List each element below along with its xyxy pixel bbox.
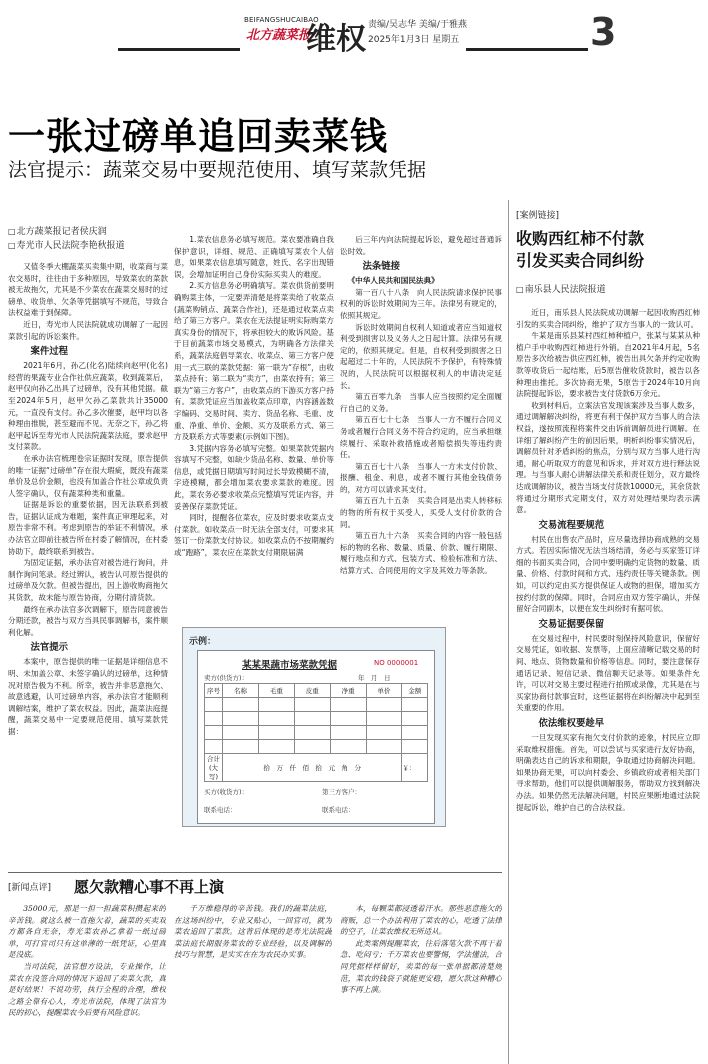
editor: 责编/吴志华 xyxy=(368,20,417,30)
receipt-number: NO 0000001 xyxy=(374,659,419,667)
article-column-1 xyxy=(8,261,168,873)
commentary-paragraph-1: 35000元，那是一担一担蔬菜积攒起来的辛苦钱。就这么被一直拖欠着，蔬菜的买卖双方都各自无奈，寿光菜农孙乙拿着一纸过磅单，可打官司只有这单薄的一纸凭证，心里真是没底。 xyxy=(8,904,166,960)
editor-credit xyxy=(368,17,467,30)
sidebar-paragraph-5: 在交易过程中，村民要时刻保持风险意识，保留好交易凭证，如收据、发票等，上面应清晰记载交易的时间、地点、货物数量和价格等信息。同时，要注意保存通话记录、短信记录、微信聊天记录等。如果条件允许，可以对交易主要过程进行拍照或录像，尤其是在与买家协商付款事宜时，这些证据将在纠纷解决中起到至关重要的作用。 xyxy=(516,633,700,713)
sidebar-subhead-2: 交易证据要保留 xyxy=(538,618,605,630)
case-paragraph-1: 2021年6月，孙乙(化名)陆续向赵甲(化名)经营的果蔬专业合作社供应蔬菜，收到蔬菜后，赵甲仅向孙乙出具了过磅单，没有其他凭据。截至2024年5月，赵甲欠孙乙菜款共计35000元，一直没有支付。孙乙多次催要，赵甲均以各种理由推脱，甚至避而不见。无奈之下，孙乙将赵甲起诉至寿光市人民法院蔬菜法庭，要求赵甲支付菜款。 xyxy=(8,361,168,452)
sidebar-byline xyxy=(516,283,696,297)
header-cell: 皮重 xyxy=(294,684,330,698)
paper-name: 北方蔬菜报 xyxy=(246,28,312,43)
commentary-paragraph-3: 千万维稳得的辛苦钱。我们的蔬菜法庭，在这场纠纷中，专业又贴心，一回官司，就为菜农追回了菜款。这背后体现的是寿光法院蔬菜法庭长期服务菜农的专业经验，以及调解的技巧与智慧，是实实在在为农民办实事。 xyxy=(174,904,332,960)
tip-paragraph-1: 本案中，原告提供的唯一证据是详细信息不明、未加盖公章、未签字确认的过磅单，这种情况对原告极为不利。所幸，被告并非恶意拖欠、故意逃避，认可过磅单内容，承办法官才能顺利调解结案，维护了菜农权益。因此，蔬菜法庭提醒，蔬菜交易中一定要规范使用、填写菜款凭据： xyxy=(8,657,168,736)
header-cell: 单价 xyxy=(366,684,402,698)
statute-paragraph-0: 后三年内向法院提起诉讼，避免超过普通诉讼时效。 xyxy=(340,235,502,256)
article-column-3 xyxy=(340,234,502,624)
sidebar-paragraph-6: 一旦发现买家有拖欠支付价款的迹象，村民应立即采取维权措施。首先，可以尝试与买家进行友好协商，明确表达自己的诉求和期限，争取通过协商解决问题。如果协商无果，可以向村委会、乡镇政府或者相关部门寻求帮助，他们可以提供调解服务，帮助双方找到解决办法。如果仍然无法解决问题，村民应果断地通过法院提起诉讼，维护自己的合法权益。 xyxy=(516,733,700,812)
receipt-seller-label: 卖方(供货方)： xyxy=(204,674,249,682)
sidebar-tag: [案例链接] xyxy=(516,211,560,221)
lead-paragraph: 又值冬季大棚蔬菜买卖集中期，收菜商与菜农交易时，往往由于多种原因，导致菜农的菜款被无故拖欠，尤其是不少菜农在蔬菜交易时的过磅单、收货单、欠条等凭据填写不规范，导致合法权益难于到保障。 xyxy=(8,262,168,318)
receipt-row xyxy=(205,740,428,754)
subhead-case-process: 案件过程 xyxy=(30,346,69,358)
law-article-188: 第一百八十八条 向人民法院请求保护民事权利的诉讼时效期间为三年。法律另有规定的，依照其规定。 xyxy=(340,287,502,320)
receipt-third-phone: 联系电话： xyxy=(322,806,355,814)
sidebar-paragraph-3: 收到材料后，立案法官发现该案涉及当事人数多，通过调解解决纠纷，将更有利于保护双方当事人的合法权益，遂按照流程将案件交由诉前调解员进行调解。在详细了解纠纷产生的前因后果，明析纠纷事实情况后，调解员针对矛盾纠纷的焦点，分别与双方当事人进行沟通，耐心听取双方的意见和诉求，并对双方进行释法说理。与当事人耐心讲解法律关系和责任划分，双方最终达成调解协议，被告当场支付货款10000元，其余货款将通过分期形式定期支付，双方对处理结果均表示满意。 xyxy=(516,400,700,515)
commentary-title: 愿欠款糟心事不再上演 xyxy=(74,878,225,896)
issue-date xyxy=(368,32,459,45)
commentary-column-2 xyxy=(174,903,332,1061)
commentary-column-3 xyxy=(340,903,502,1061)
sidebar-paragraph-1: 近日，南乐县人民法院成功调解一起因收购西红柿引发的买卖合同纠纷，维护了双方当事人的一致认可。 xyxy=(516,308,700,329)
sidebar-column xyxy=(516,307,700,1059)
receipt-form xyxy=(197,650,435,824)
receipt-total-row xyxy=(205,754,428,782)
commentary-paragraph-5: 此类案例提醒菜农，往后落笔欠款不再干着急、吃闷亏；千万菜农也要警惕，学法懂法，合同凭据样样留好，卖菜的每一张单据都清楚规范，菜农的钱袋子就能更安稳，愿欠款这种糟心事不再上演。 xyxy=(340,938,502,995)
byline-court: □ 寿光市人民法院李艳秋报道 xyxy=(8,239,168,253)
paper-pinyin: BEIFANGSHUCAIBAO xyxy=(244,16,319,24)
receipt-row xyxy=(205,698,428,712)
article-column-2 xyxy=(174,234,334,624)
case-paragraph-2: 在承办法官梳理卷宗证据时发现，原告提供的唯一证据“过磅单”存在很大瑕疵，既没有蔬菜单价及总价金额，也没有加盖合作社公章或负责人签字确认，仅有蔬菜种类和重量。 xyxy=(8,453,168,498)
section-title: 维权 xyxy=(306,22,366,57)
lead-paragraph-2: 近日，寿光市人民法院就成功调解了一起因菜款引起的诉讼案件。 xyxy=(8,319,168,341)
header-cell: 名称 xyxy=(223,684,259,698)
sidebar-byline-text: □ 南乐县人民法院报道 xyxy=(516,283,696,297)
tip-point-2: 2.买方信息务必明确填写。菜农供货前要明确购菜主体，一定要弄清楚是将菜卖给了收菜点(蔬菜购销点、蔬菜合作社)，还是通过收菜点卖给了第三方客户。菜农在无法提证明实际购菜方真实身份的情况下，将承担较大的败诉风险。基于目前蔬菜市场交易模式，为明确各方法律关系，蔬菜法庭倡导菜农、收菜点、第三方客户使用一式三联的菜款凭据：第一联为“存根”，由收菜点持有；第二联为“卖方”，由菜农持有；第三联为“第三方客户”，由收菜点的下游买方客户持有。菜款凭证应当加盖收菜点印章，内容涵盖数字编码、交易时间、卖方、货品名称、毛重、皮重、净重、单价、金额、买方及联系方式、第三方及联系方式等要素(示例如下图)。 xyxy=(174,281,334,442)
commentary-column-1 xyxy=(8,903,166,1061)
law-article-188-b: 诉讼时效期间自权利人知道或者应当知道权利受到损害以及义务人之日起计算。法律另有规定的，依照其规定。但是，自权利受到损害之日起超过二十年的，人民法院不予保护，有特殊情况的，人民法院可以根据权利人的申请决定延长。 xyxy=(340,322,502,390)
law-article-596: 第五百九十六条 买卖合同的内容一般包括标的物的名称、数量、质量、价款、履行期限、履行地点和方式、包装方式、检验标准和方法、结算方式、合同使用的文字及其效力等条款。 xyxy=(340,531,502,576)
receipt-title: 某某果蔬市场菜款凭据 xyxy=(242,660,338,671)
byline-reporter: □ 北方蔬菜报记者侯庆润 xyxy=(8,225,168,239)
receipt-date-label: 年 月 日 xyxy=(358,674,391,682)
header-cell: 金额 xyxy=(402,684,428,698)
law-article-578: 第五百七十八条 当事人一方未支付价款、报酬、租金、利息，或者不履行其他金钱债务的，对方可以请求其支付。 xyxy=(340,461,502,494)
bylines xyxy=(8,225,168,253)
receipt-buyer-label: 买方(收货方)： xyxy=(204,788,249,796)
case-paragraph-3: 证据是诉讼的重要依据，因无法联系到被告，证据认证成为难题，案件真正审理起来，对原告非常不利。考虑到原告的举证不利情况，承办法官立即前往被告所在村委了解情况，在村委协助下，最终联系到被告。 xyxy=(8,500,168,556)
receipt-sample xyxy=(182,627,446,827)
tip-point-1: 1.菜农信息务必填写规范。菜农要准确自我保护意识，详细、规范、正确填写菜农个人信息，如果菜农信息填写随意，姓氏、名字出现错误，会增加证明自己身份实际买卖人的难度。 xyxy=(174,235,334,279)
designer: 美编/于雅燕 xyxy=(418,20,467,30)
sample-caption: 示例： xyxy=(189,637,217,647)
header-cell: 净重 xyxy=(330,684,366,698)
receipt-table xyxy=(204,683,428,782)
date: 2025年1月3日 xyxy=(368,35,430,45)
total-symbol: ￥： xyxy=(402,754,428,782)
subheadline: 法官提示：蔬菜交易中要规范使用、填写菜款凭据 xyxy=(8,159,427,181)
subhead-judge-tip: 法官提示 xyxy=(30,642,69,654)
subhead-law-link: 法条链接 xyxy=(362,261,401,273)
tip-point-4: 同时，提醒各位菜农，应及时要求收菜点支付菜款。如收菜点一时无法全部支付，可要求其签订一份菜款支付协议。如收菜点仍不按期履约或“跑路”，菜农应在菜款支付期限届满 xyxy=(174,513,334,558)
commentary-paragraph-2: 当司法院，法官想方设法，专业操作，让菜农在没签合同的情况下追回了卖菜欠款，真是好结果！不说功劳，执行全程的合理，维权之路全靠有心人，寿光市法院，体现了法官为民的初心，提醒菜农今后要有风险意识。 xyxy=(8,961,166,1018)
receipt-buyer-phone: 联系电话： xyxy=(204,806,237,814)
receipt-row xyxy=(205,712,428,726)
case-paragraph-4: 为固定证据，承办法官对被告进行询问，并制作询问笔录。经过辨认，被告认可原告提供的过磅单及欠款。但被告提出，因上游收购商拖欠其货款，故未能与原告协商，分期付清货款。 xyxy=(8,558,168,603)
tip-point-3: 3.凭据内容务必填写完整。如果菜款凭据内容填写不完整，如缺少货品名称、数量、单价等信息，或凭据日期填写时间过长导致模糊不清，字迹模糊，都会增加菜农要求菜款的难度。因此，菜农务必要求收菜点完整填写凭证内容，并妥善保存菜款凭证。 xyxy=(174,443,334,511)
law-article-577: 第五百七十七条 当事人一方不履行合同义务或者履行合同义务不符合约定的，应当承担继续履行、采取补救措施或者赔偿损失等违约责任。 xyxy=(340,415,502,460)
masthead-rule-left xyxy=(118,48,240,51)
sidebar-divider xyxy=(508,200,509,1064)
sidebar-paragraph-2: 牛某是南乐县某村西红柿种植户，张某与某某从种植户手中收购西红柿进行外销。自2021年4月起，5名原告多次给被告供应西红柿，被告出具欠条并约定收购款等收货后一起结账，后5原告催收货款时，被告以各种理由推托。多次协商无果，5原告于2024年10月向法院提起诉讼，要求被告支付货款6万余元。 xyxy=(516,331,700,399)
sidebar-subhead-3: 依法维权要趁早 xyxy=(538,718,605,729)
total-label: 合计(大写) xyxy=(205,754,223,782)
masthead-rule-right xyxy=(466,48,588,51)
commentary-tag: [新闻点评] xyxy=(8,883,52,893)
sidebar-title-2: 引发买卖合同纠纷 xyxy=(516,251,645,270)
masthead xyxy=(0,0,708,62)
sidebar-subhead-1: 交易流程要规范 xyxy=(538,519,605,531)
receipt-row xyxy=(205,726,428,740)
total-units: 拾 万 仟 佰 拾 元 角 分 xyxy=(223,754,402,782)
page-number: 3 xyxy=(590,10,617,54)
headline: 一张过磅单追回卖菜钱 xyxy=(8,115,388,158)
sidebar-title-1: 收购西红柿不付款 xyxy=(516,229,645,248)
commentary-top-rule xyxy=(8,872,502,873)
sidebar-paragraph-4: 村民在出售农产品时，应尽量选择协商成熟的交易方式。若因实际情况无法当场结清，务必与买家签订详细的书面买卖合同，合同中要明确约定货物的数量、质量、价格、付款时间和方式、违约责任等关键条款。例如，可以约定由买方提供保证人或物的担保，增加买方按约付款的保障。同时，合同应由双方签字确认，并保留好合同副本，以便在发生纠纷时有据可依。 xyxy=(516,534,700,614)
commentary-paragraph-4: 本，每颗菜都浸透着汗水。那些恶意拖欠的商贩，总一个办法利用了菜农的心，吃透了法律的空子，让菜农维权无所适从。 xyxy=(340,904,502,937)
law-article-595: 第五百九十五条 买卖合同是出卖人转移标的物的所有权于买受人，买受人支付价款的合同。 xyxy=(340,496,502,529)
law-article-509: 第五百零九条 当事人应当按照约定全面履行自己的义务。 xyxy=(340,392,502,413)
receipt-third-label: 第三方客户： xyxy=(322,788,361,796)
header-cell: 毛重 xyxy=(258,684,294,698)
weekday: 星期五 xyxy=(432,35,460,45)
case-paragraph-5: 最终在承办法官多次调解下，原告同意被告分期还款，被告与双方当具民事调解书，案件顺利化解。 xyxy=(8,604,168,637)
receipt-header-row xyxy=(205,684,428,698)
header-cell: 序号 xyxy=(205,684,223,698)
law-title: 《中华人民共和国民法典》 xyxy=(347,276,439,286)
